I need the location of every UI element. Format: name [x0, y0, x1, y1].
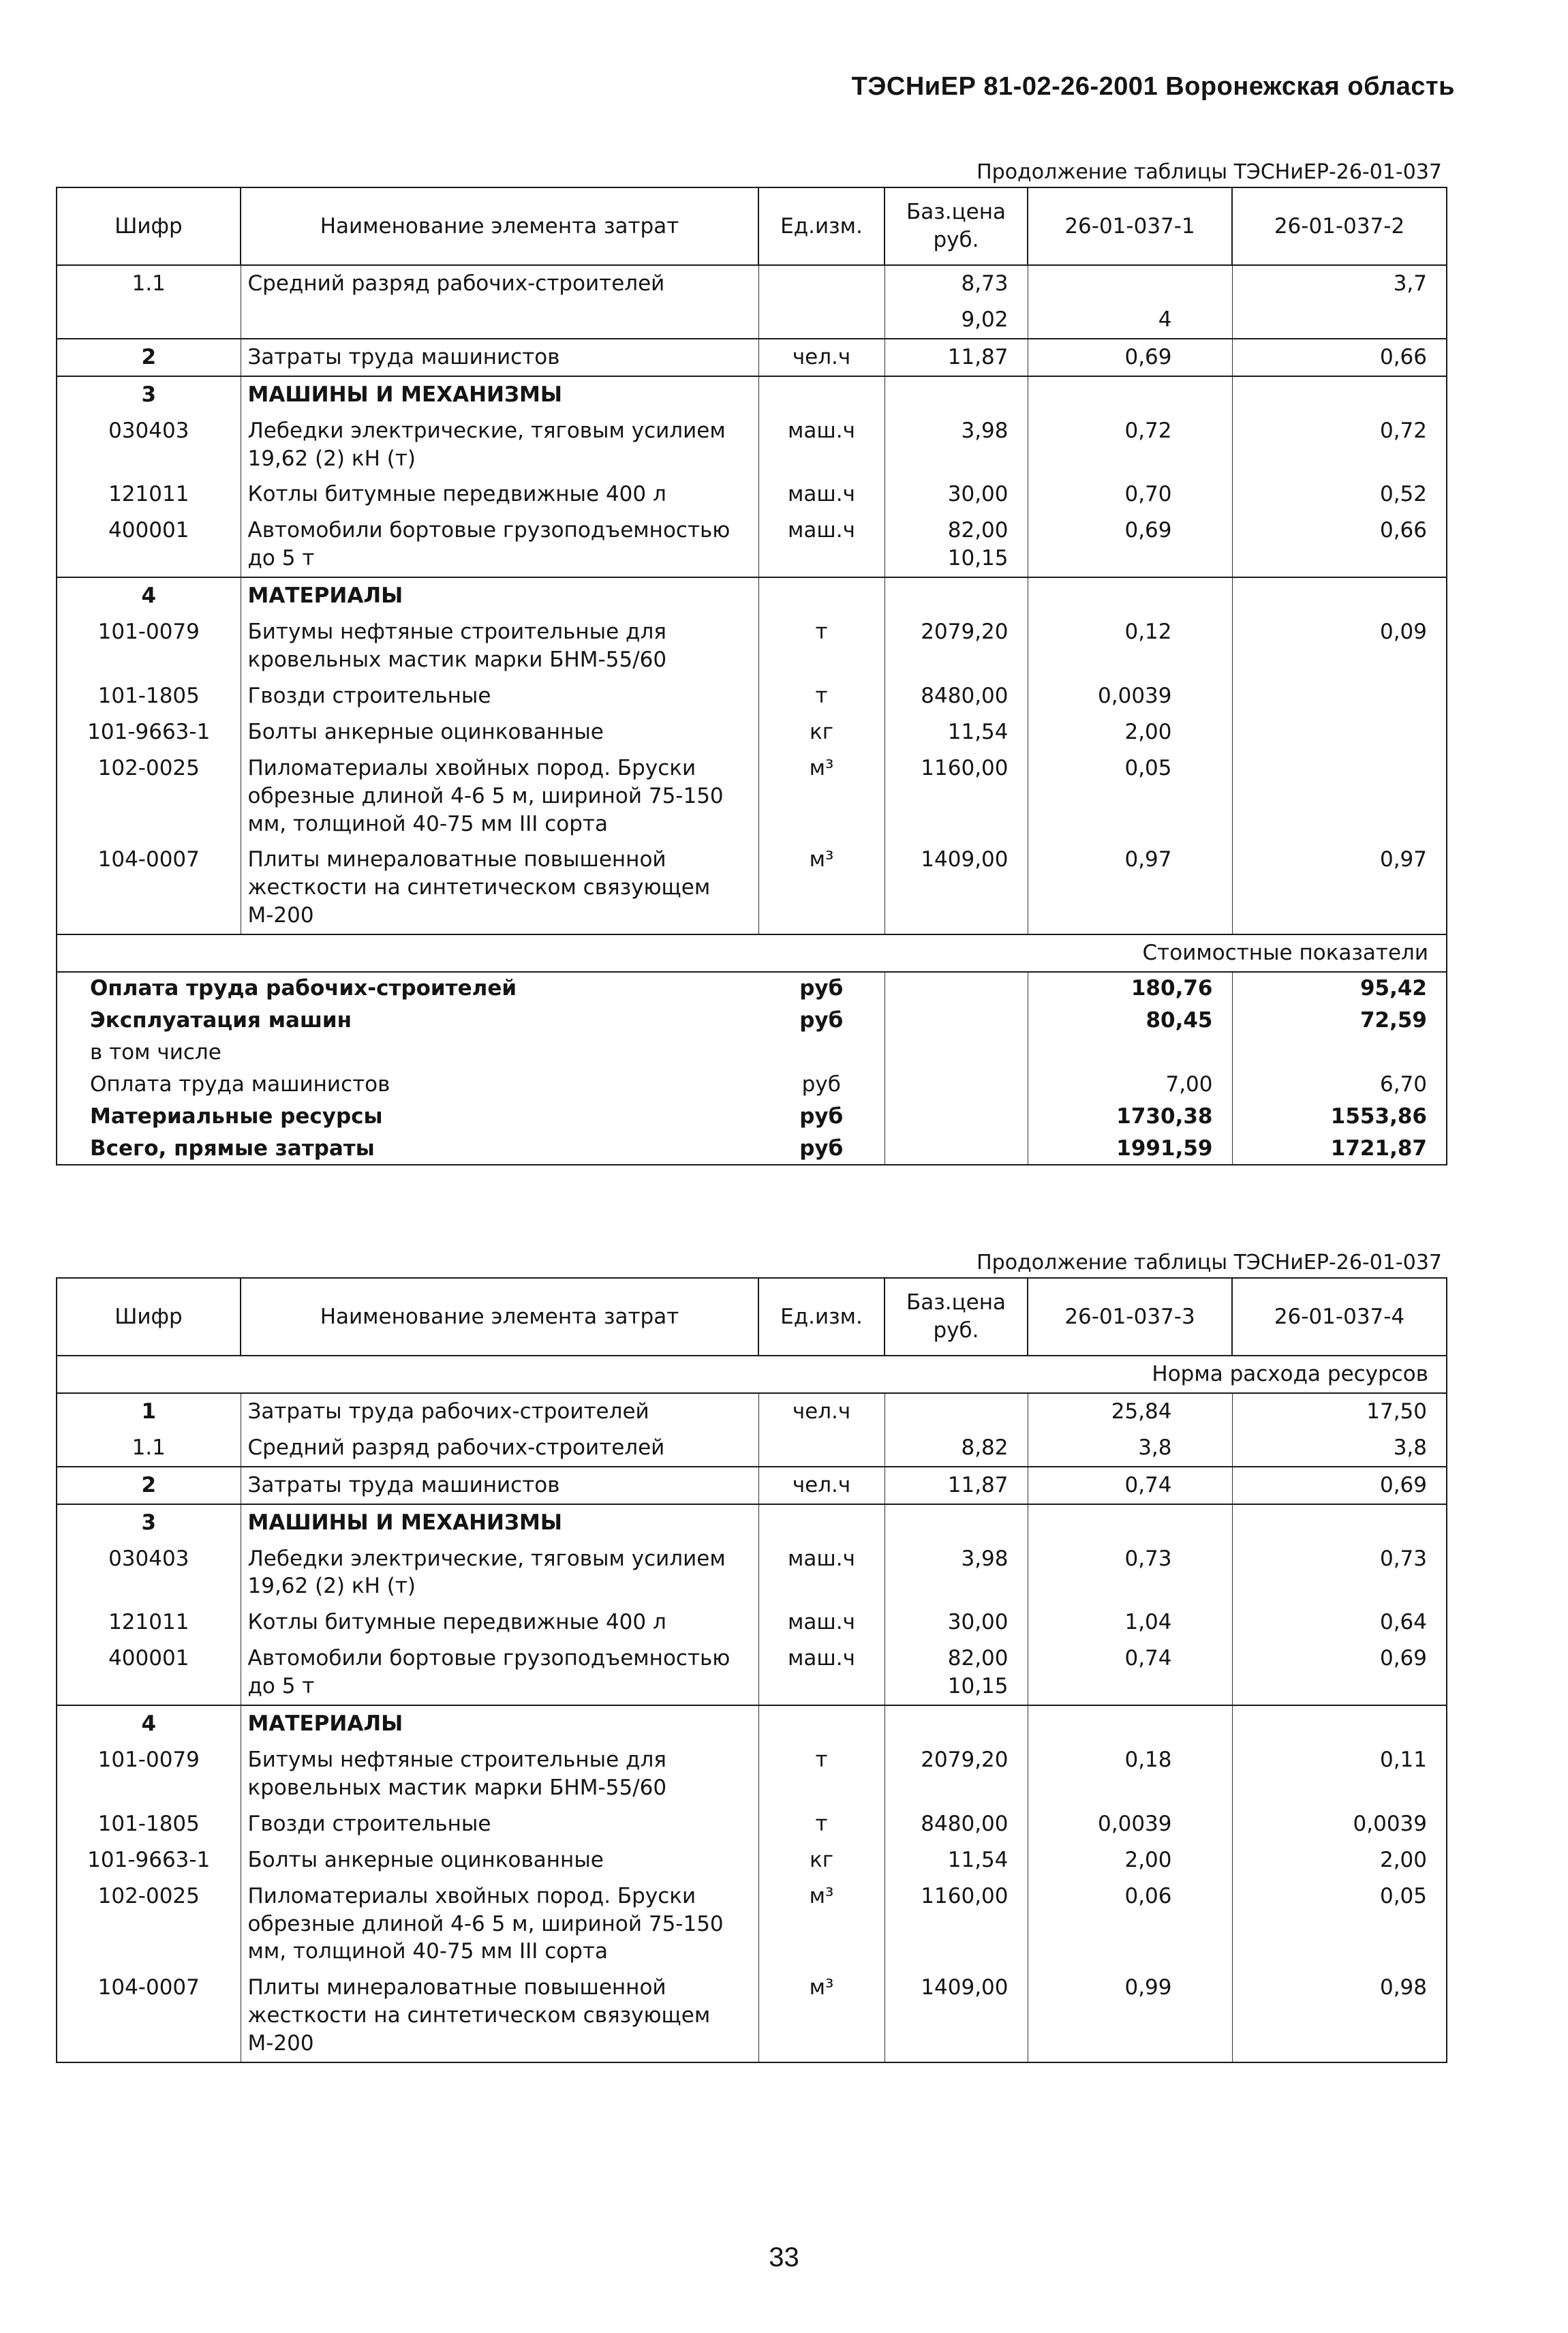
row-code: 030403 [57, 413, 241, 477]
row-value-2 [1232, 1705, 1447, 1742]
row-code: 101-9663-1 [57, 714, 241, 750]
row-name: Гвозди строительные [241, 678, 758, 714]
row-value-2: 2,00 [1379, 1847, 1427, 1872]
totals-row [57, 1069, 1447, 1101]
totals-label: Оплата труда машинистов [90, 1071, 390, 1097]
totals-value-1 [1028, 1037, 1232, 1069]
col-header-price: Баз.цена руб. [885, 1278, 1028, 1356]
row-value-1: 0,06 [1028, 1878, 1232, 1970]
row-value-2 [1232, 678, 1447, 714]
totals-value-1: 1991,59 [1028, 1133, 1232, 1165]
totals-value-2: 72,59 [1359, 1007, 1427, 1033]
table-row [57, 1705, 1447, 1742]
table-1 [56, 187, 1447, 1165]
row-code: 101-1805 [57, 1806, 241, 1842]
row-value-2 [1232, 577, 1447, 614]
row-value-2: 0,66 [1232, 339, 1447, 376]
table-1-totals [57, 972, 1447, 1165]
row-name: Болты анкерные оцинкованные [241, 714, 758, 750]
row-code: 101-9663-1 [57, 1842, 241, 1878]
totals-price-empty [885, 1005, 1028, 1037]
row-price: 11,54 [885, 714, 1028, 750]
totals-value-1: 80,45 [1028, 1005, 1232, 1037]
row-price [885, 577, 1028, 614]
row-price: 2079,20 [885, 614, 1028, 678]
row-unit: т [758, 1806, 885, 1842]
col-header-code: Шифр [57, 1278, 241, 1356]
table-row [57, 513, 1447, 577]
table-2-band-row [57, 1356, 1447, 1393]
table-row [57, 750, 1447, 842]
table-row [57, 1467, 1447, 1504]
row-code: 104-0007 [57, 1970, 241, 2062]
row-price: 2079,20 [885, 1742, 1028, 1806]
row-name: МАШИНЫ И МЕХАНИЗМЫ [241, 1504, 758, 1541]
table-2 [56, 1277, 1447, 2063]
row-unit: маш.ч [758, 513, 885, 577]
row-value-2 [1232, 302, 1447, 339]
row-code: 1.1 [57, 1430, 241, 1467]
totals-price-empty [885, 1101, 1028, 1133]
row-name: Затраты труда машинистов [241, 1467, 758, 1504]
table-row [57, 614, 1447, 678]
col-header-price: Баз.цена руб. [885, 187, 1028, 265]
row-value-2: 0,97 [1379, 847, 1427, 872]
row-unit: т [758, 1742, 885, 1806]
row-value-1: 0,69 [1028, 513, 1232, 577]
totals-price-empty [885, 1069, 1028, 1101]
totals-value-1: 180,76 [1028, 972, 1232, 1005]
document-header: ТЭСНиЕР 81-02-26-2001 Воронежская область [851, 72, 1455, 101]
table-row [57, 1430, 1447, 1467]
row-unit: м³ [758, 1878, 885, 1970]
totals-unit [758, 1037, 885, 1069]
row-code: 2 [57, 1467, 241, 1504]
totals-price-empty [885, 972, 1028, 1005]
table-row [57, 678, 1447, 714]
totals-value-2 [1232, 1037, 1447, 1069]
row-name [241, 302, 758, 339]
row-name: Плиты минераловатные повышенной жесткости на синтетическом связующем М-200 [241, 1970, 758, 2062]
row-unit [758, 577, 885, 614]
row-name: МАШИНЫ И МЕХАНИЗМЫ [241, 376, 758, 413]
row-value-1 [1028, 577, 1232, 614]
row-value-1 [1028, 1504, 1232, 1541]
row-price: 8,82 [885, 1430, 1028, 1467]
row-value-2 [1232, 1504, 1447, 1541]
col-header-code: Шифр [57, 187, 241, 265]
col-header-c1: 26-01-037-3 [1028, 1278, 1232, 1356]
table-1-band-row [57, 934, 1447, 972]
row-code: 121011 [57, 1604, 241, 1641]
row-price: 3,98 [885, 413, 1028, 477]
row-price: 30,00 [885, 1604, 1028, 1641]
row-unit [758, 1430, 885, 1467]
table-row [57, 476, 1447, 513]
row-price [885, 1393, 1028, 1430]
row-code: 1.1 [57, 265, 241, 302]
row-value-1: 1,04 [1028, 1604, 1232, 1641]
col-header-name: Наименование элемента затрат [241, 187, 758, 265]
row-value-2: 0,64 [1379, 1610, 1427, 1635]
row-name: Средний разряд рабочих-строителей [241, 265, 758, 302]
row-value-1: 0,70 [1028, 476, 1232, 513]
row-price: 1160,00 [885, 750, 1028, 842]
row-value-2: 0,66 [1379, 518, 1427, 543]
row-value-1: 4 [1028, 302, 1232, 339]
row-value-1: 0,05 [1028, 750, 1232, 842]
row-name: Лебедки электрические, тяговым усилием 19,62 (2) кН (т) [241, 413, 758, 477]
table-row [57, 577, 1447, 614]
row-value-2 [1232, 376, 1447, 413]
row-price-alt: 10,15 [947, 546, 1009, 571]
row-unit: м³ [758, 1970, 885, 2062]
row-code [57, 302, 241, 339]
row-price: 1160,00 [885, 1878, 1028, 1970]
row-value-1: 0,99 [1028, 1970, 1232, 2062]
row-price-alt: 10,15 [947, 1674, 1009, 1699]
table-row [57, 1604, 1447, 1641]
cost-table-1 [56, 158, 1446, 1165]
row-code: 104-0007 [57, 842, 241, 934]
row-name: Битумы нефтяные строительные для кровельных мастик марки БНМ-55/60 [241, 1742, 758, 1806]
row-code: 030403 [57, 1541, 241, 1605]
band-label: Норма расхода ресурсов [57, 1356, 1447, 1393]
table-row [57, 413, 1447, 477]
table-row [57, 1393, 1447, 1430]
row-value-2: 0,69 [1379, 1646, 1427, 1671]
row-value-2: 0,05 [1379, 1883, 1427, 1908]
row-value-1: 2,00 [1028, 714, 1232, 750]
table-row [57, 842, 1447, 934]
row-value-2: 0,69 [1232, 1467, 1447, 1504]
row-unit [758, 1705, 885, 1742]
row-code: 101-0079 [57, 1742, 241, 1806]
col-header-name: Наименование элемента затрат [241, 1278, 758, 1356]
row-value-2: 3,7 [1393, 271, 1427, 296]
totals-unit: руб [758, 1101, 885, 1133]
row-code: 1 [57, 1393, 241, 1430]
totals-price-empty [885, 1133, 1028, 1165]
row-name: Затраты труда рабочих-строителей [241, 1393, 758, 1430]
table-row [57, 1842, 1447, 1878]
row-unit [758, 376, 885, 413]
row-value-1: 0,74 [1028, 1467, 1232, 1504]
totals-label: в том числе [90, 1039, 221, 1065]
row-price: 11,54 [885, 1842, 1028, 1878]
col-header-unit: Ед.изм. [758, 187, 885, 265]
totals-value-2: 6,70 [1379, 1071, 1427, 1097]
row-price: 11,87 [885, 1467, 1028, 1504]
row-code: 101-1805 [57, 678, 241, 714]
row-code: 102-0025 [57, 750, 241, 842]
row-price [885, 1504, 1028, 1541]
row-value-1: 25,84 [1028, 1393, 1232, 1430]
band-label: Стоимостные показатели [57, 934, 1447, 972]
row-price-base: 82,00 [947, 518, 1009, 543]
row-unit: маш.ч [758, 1604, 885, 1641]
table-row [57, 302, 1447, 339]
row-name: Пиломатериалы хвойных пород. Бруски обрезные длиной 4-6 5 м, шириной 75-150 мм, толщиной 40-75 мм III сорта [241, 1878, 758, 1970]
row-value-1: 0,69 [1028, 339, 1232, 376]
row-unit: маш.ч [758, 413, 885, 477]
row-value-1: 0,0039 [1028, 678, 1232, 714]
row-price: 30,00 [885, 476, 1028, 513]
row-value-2 [1232, 750, 1447, 842]
table-2-header-row [57, 1278, 1447, 1356]
row-code: 3 [57, 1504, 241, 1541]
table-row [57, 265, 1447, 302]
row-value-1 [1028, 376, 1232, 413]
table-row [57, 1878, 1447, 1970]
totals-row [57, 972, 1447, 1005]
totals-row [57, 1133, 1447, 1165]
row-unit [758, 302, 885, 339]
row-name: Автомобили бортовые грузоподъемностью до 5 т [241, 1641, 758, 1705]
table-row [57, 1641, 1447, 1705]
row-value-2: 0,73 [1379, 1546, 1427, 1571]
row-value-2: 0,52 [1379, 482, 1427, 507]
table-2-caption: Продолжение таблицы ТЭСНиЕР-26-01-037 [977, 1251, 1442, 1275]
row-price: 8480,00 [885, 678, 1028, 714]
totals-value-2: 95,42 [1359, 976, 1427, 1001]
row-code: 400001 [57, 513, 241, 577]
totals-value-1: 7,00 [1028, 1069, 1232, 1101]
table-1-caption: Продолжение таблицы ТЭСНиЕР-26-01-037 [977, 160, 1442, 184]
row-unit: чел.ч [758, 1467, 885, 1504]
table-row [57, 1742, 1447, 1806]
row-value-1 [1028, 1705, 1232, 1742]
row-unit: кг [758, 1842, 885, 1878]
totals-unit: руб [758, 1005, 885, 1037]
row-code: 2 [57, 339, 241, 376]
row-name: Котлы битумные передвижные 400 л [241, 476, 758, 513]
row-value-2: 0,72 [1379, 418, 1427, 443]
table-row [57, 339, 1447, 376]
row-price: 9,02 [885, 302, 1028, 339]
row-code: 400001 [57, 1641, 241, 1705]
row-code: 121011 [57, 476, 241, 513]
row-value-1: 0,74 [1028, 1641, 1232, 1705]
row-price [885, 1641, 1028, 1705]
row-value-2: 17,50 [1232, 1393, 1447, 1430]
totals-row [57, 1037, 1447, 1069]
table-row [57, 1504, 1447, 1541]
row-price [885, 513, 1028, 577]
row-value-2: 0,09 [1379, 620, 1427, 645]
row-unit: кг [758, 714, 885, 750]
row-name: Средний разряд рабочих-строителей [241, 1430, 758, 1467]
col-header-c2: 26-01-037-2 [1232, 187, 1447, 265]
totals-value-1: 1730,38 [1028, 1101, 1232, 1133]
row-code: 3 [57, 376, 241, 413]
row-unit: маш.ч [758, 1641, 885, 1705]
row-unit: маш.ч [758, 1541, 885, 1605]
row-price: 8480,00 [885, 1806, 1028, 1842]
totals-unit: руб [758, 972, 885, 1005]
totals-row [57, 1101, 1447, 1133]
row-name: Гвозди строительные [241, 1806, 758, 1842]
row-value-1: 2,00 [1028, 1842, 1232, 1878]
row-name: Болты анкерные оцинкованные [241, 1842, 758, 1878]
row-code: 4 [57, 1705, 241, 1742]
row-value-2: 0,11 [1379, 1747, 1427, 1772]
row-price: 8,73 [885, 265, 1028, 302]
row-value-1 [1028, 265, 1232, 302]
row-value-1: 0,18 [1028, 1742, 1232, 1806]
row-price: 1409,00 [885, 1970, 1028, 2062]
totals-label: Оплата труда рабочих-строителей [90, 976, 517, 1001]
row-price: 1409,00 [885, 842, 1028, 934]
row-unit: т [758, 678, 885, 714]
totals-price-empty [885, 1037, 1028, 1069]
row-unit: м³ [758, 750, 885, 842]
col-header-unit: Ед.изм. [758, 1278, 885, 1356]
table-row [57, 1970, 1447, 2062]
row-price-base: 82,00 [947, 1646, 1009, 1671]
row-name: Автомобили бортовые грузоподъемностью до 5 т [241, 513, 758, 577]
row-price [885, 1705, 1028, 1742]
row-code: 102-0025 [57, 1878, 241, 1970]
totals-row [57, 1005, 1447, 1037]
row-name: Плиты минераловатные повышенной жесткости на синтетическом связующем М-200 [241, 842, 758, 934]
row-name: Затраты труда машинистов [241, 339, 758, 376]
row-unit: чел.ч [758, 339, 885, 376]
row-price [885, 376, 1028, 413]
row-unit: т [758, 614, 885, 678]
col-header-c2: 26-01-037-4 [1232, 1278, 1447, 1356]
row-unit [758, 1504, 885, 1541]
table-row [57, 376, 1447, 413]
totals-value-2: 1721,87 [1330, 1135, 1427, 1161]
totals-unit: руб [758, 1069, 885, 1101]
row-code: 4 [57, 577, 241, 614]
row-price: 3,98 [885, 1541, 1028, 1605]
row-unit: м³ [758, 842, 885, 934]
row-value-2: 0,0039 [1353, 1811, 1427, 1836]
row-unit: маш.ч [758, 476, 885, 513]
row-code: 101-0079 [57, 614, 241, 678]
row-name: Лебедки электрические, тяговым усилием 19,62 (2) кН (т) [241, 1541, 758, 1605]
table-1-body [57, 265, 1447, 934]
row-value-1: 0,12 [1028, 614, 1232, 678]
table-row [57, 1806, 1447, 1842]
row-name: Пиломатериалы хвойных пород. Бруски обрезные длиной 4-6 5 м, шириной 75-150 мм, толщиной 40-75 мм III сорта [241, 750, 758, 842]
row-name: Котлы битумные передвижные 400 л [241, 1604, 758, 1641]
row-name: Битумы нефтяные строительные для кровельных мастик марки БНМ-55/60 [241, 614, 758, 678]
row-value-1: 0,97 [1028, 842, 1232, 934]
row-price: 11,87 [885, 339, 1028, 376]
row-value-2 [1232, 714, 1447, 750]
row-unit [758, 265, 885, 302]
table-row [57, 714, 1447, 750]
table-1-header-row [57, 187, 1447, 265]
totals-label: Всего, прямые затраты [90, 1135, 375, 1161]
col-header-c1: 26-01-037-1 [1028, 187, 1232, 265]
row-value-1: 0,0039 [1028, 1806, 1232, 1842]
totals-label: Эксплуатация машин [90, 1007, 352, 1033]
totals-value-2: 1553,86 [1330, 1103, 1427, 1129]
row-name: МАТЕРИАЛЫ [241, 1705, 758, 1742]
row-unit: чел.ч [758, 1393, 885, 1430]
table-2-body [57, 1393, 1447, 2062]
row-name: МАТЕРИАЛЫ [241, 577, 758, 614]
table-row [57, 1541, 1447, 1605]
totals-unit: руб [758, 1133, 885, 1165]
row-value-1: 3,8 [1028, 1430, 1232, 1467]
row-value-1: 0,72 [1028, 413, 1232, 477]
row-value-2: 0,98 [1379, 1975, 1427, 2000]
row-value-1: 0,73 [1028, 1541, 1232, 1605]
page-number: 33 [769, 2242, 799, 2272]
totals-label: Материальные ресурсы [90, 1103, 383, 1129]
row-value-2: 3,8 [1393, 1435, 1427, 1460]
cost-table-2 [56, 1249, 1446, 2063]
